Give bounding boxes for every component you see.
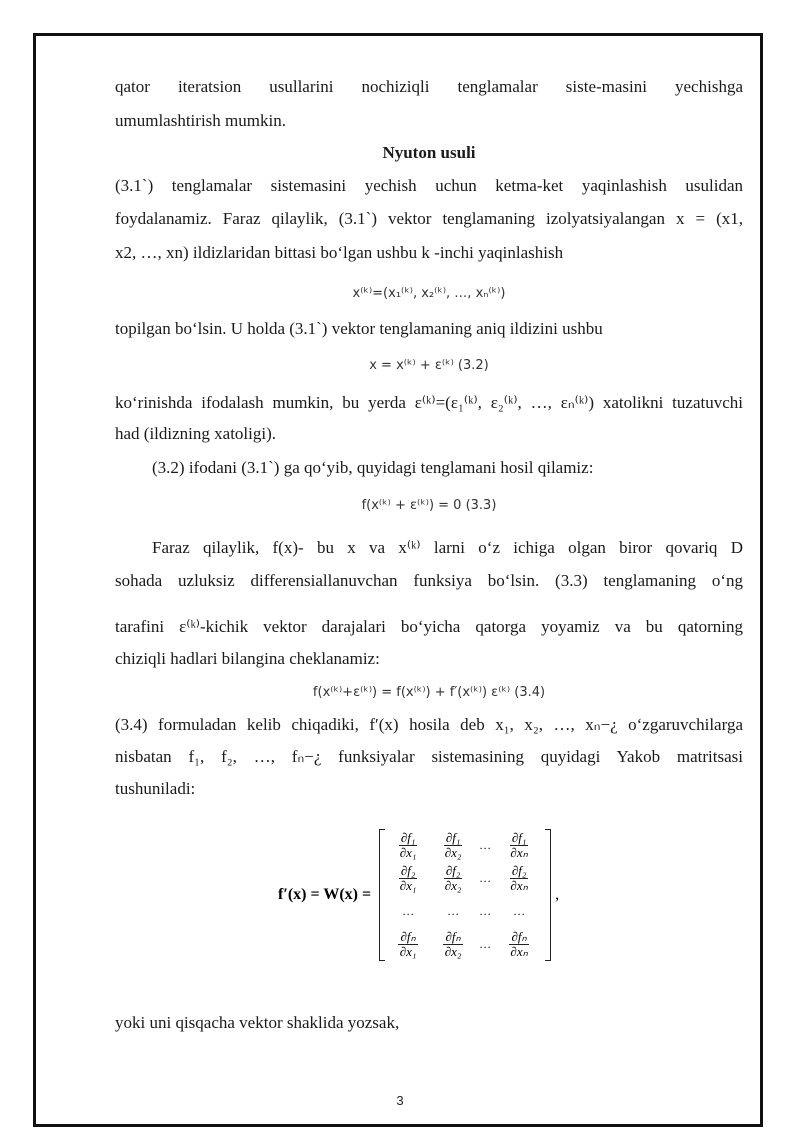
- matrix-cell: …: [513, 904, 526, 918]
- matrix-cell: …: [479, 904, 492, 918]
- paragraph-line: ko‘rinishda ifodalash mumkin, bu yerda ε⁽ᵏ⁾=(ε₁⁽ᵏ⁾, ε₂⁽ᵏ⁾, …, εₙ⁽ᵏ⁾) xatolikni tuzatuvchi: [115, 393, 743, 412]
- frac-denominator: ∂xₙ: [510, 944, 528, 959]
- frac-numerator: ∂f₁: [511, 830, 527, 845]
- frac-denominator: ∂xₙ: [510, 878, 528, 893]
- matrix-cell: …: [479, 871, 492, 885]
- frac-denominator: ∂x₁: [399, 944, 417, 959]
- matrix-cell: …: [479, 937, 492, 951]
- paragraph-line: topilgan bo‘lsin. U holda (3.1`) vektor tenglamaning aniq ildizini ushbu: [115, 319, 603, 338]
- matrix-cell: …: [402, 904, 415, 918]
- frac-denominator: ∂x₁: [399, 845, 417, 860]
- matrix-cell: [494, 862, 544, 895]
- paragraph-line: yoki uni qisqacha vektor shaklida yozsak,: [115, 1013, 400, 1032]
- formula-approximation: x⁽ᵏ⁾=(x₁⁽ᵏ⁾, x₂⁽ᵏ⁾, …, xₙ⁽ᵏ⁾): [352, 286, 506, 301]
- matrix-cell: …: [447, 904, 460, 918]
- jacobian-lhs: f′(x) = W(x) =: [278, 886, 372, 903]
- formula-3-4: f(x⁽ᵏ⁾+ε⁽ᵏ⁾) = f(x⁽ᵏ⁾) + f′(x⁽ᵏ⁾) ε⁽ᵏ⁾ (3.4): [312, 685, 546, 700]
- frac-numerator: ∂f₂: [511, 863, 527, 878]
- paragraph-line: tarafini ε⁽ᵏ⁾-kichik vektor darajalari bo‘yicha qatorga yoyamiz va bu qatorning: [115, 617, 743, 636]
- matrix-cell: [386, 829, 430, 862]
- paragraph-line: foydalanamiz. Faraz qilaylik, (3.1`) vektor tenglamaning izolyatsiyalangan x = (x1,: [115, 209, 743, 228]
- frac-numerator: ∂fₙ: [400, 929, 416, 944]
- matrix-cell: [386, 928, 430, 961]
- jacobian-matrix: [379, 829, 551, 961]
- frac-denominator: ∂x₁: [399, 878, 417, 893]
- matrix-cell: [386, 862, 430, 895]
- paragraph-line: x2, …, xn) ildizlaridan bittasi bo‘lgan ushbu k -inchi yaqinlashish: [115, 243, 564, 262]
- paragraph-line: nisbatan f₁, f₂, …, fₙ−¿ funksiyalar sistemasining quyidagi Yakob matritsasi: [115, 747, 743, 766]
- matrix-cell: [494, 829, 544, 862]
- jacobian-equation: [278, 826, 559, 964]
- paragraph-line: qator iteratsion usullarini nochiziqli tenglamalar siste-masini yechishga: [115, 77, 743, 96]
- frac-numerator: ∂fₙ: [511, 929, 527, 944]
- frac-denominator: ∂x₂: [444, 944, 462, 959]
- matrix-cell: [430, 829, 476, 862]
- paragraph-line: chiziqli hadlari bilangina cheklanamiz:: [115, 649, 380, 668]
- frac-numerator: ∂f₂: [445, 863, 461, 878]
- paragraph-line: tushuniladi:: [115, 779, 196, 798]
- formula-3-2: x = x⁽ᵏ⁾ + ε⁽ᵏ⁾ (3.2): [369, 358, 489, 373]
- frac-numerator: ∂f₁: [400, 830, 416, 845]
- paragraph-line: (3.2) ifodani (3.1`) ga qo‘yib, quyidagi tenglamani hosil qilamiz:: [152, 458, 594, 477]
- frac-denominator: ∂x₂: [444, 878, 462, 893]
- matrix-cell: [430, 862, 476, 895]
- section-heading: Nyuton usuli: [382, 143, 476, 162]
- paragraph-line: had (ildizning xatoligi).: [115, 424, 276, 443]
- matrix-cell: [494, 928, 544, 961]
- frac-numerator: ∂f₂: [400, 863, 416, 878]
- frac-numerator: ∂f₁: [445, 830, 461, 845]
- frac-numerator: ∂fₙ: [445, 929, 461, 944]
- paragraph-line: umumlashtirish mumkin.: [115, 111, 286, 130]
- matrix-trailing-comma: ,: [555, 886, 560, 903]
- paragraph-line: (3.1`) tenglamalar sistemasini yechish uchun ketma-ket yaqinlashish usulidan: [115, 176, 743, 195]
- matrix-cell: …: [479, 838, 492, 852]
- paragraph-line: sohada uzluksiz differensiallanuvchan funksiya bo‘lsin. (3.3) tenglamaning o‘ng: [115, 571, 743, 590]
- matrix-cell: [430, 928, 476, 961]
- frac-denominator: ∂xₙ: [510, 845, 528, 860]
- frac-denominator: ∂x₂: [444, 845, 462, 860]
- paragraph-line: Faraz qilaylik, f(x)- bu x va x⁽ᵏ⁾ larni o‘z ichiga olgan biror qovariq D: [152, 538, 743, 557]
- paragraph-line: (3.4) formuladan kelib chiqadiki, f′(x) hosila deb x₁, x₂, …, xₙ−¿ o‘zgaruvchilarga: [115, 715, 743, 734]
- page-number: 3: [396, 1093, 404, 1108]
- formula-3-3: f(x⁽ᵏ⁾ + ε⁽ᵏ⁾) = 0 (3.3): [361, 498, 497, 513]
